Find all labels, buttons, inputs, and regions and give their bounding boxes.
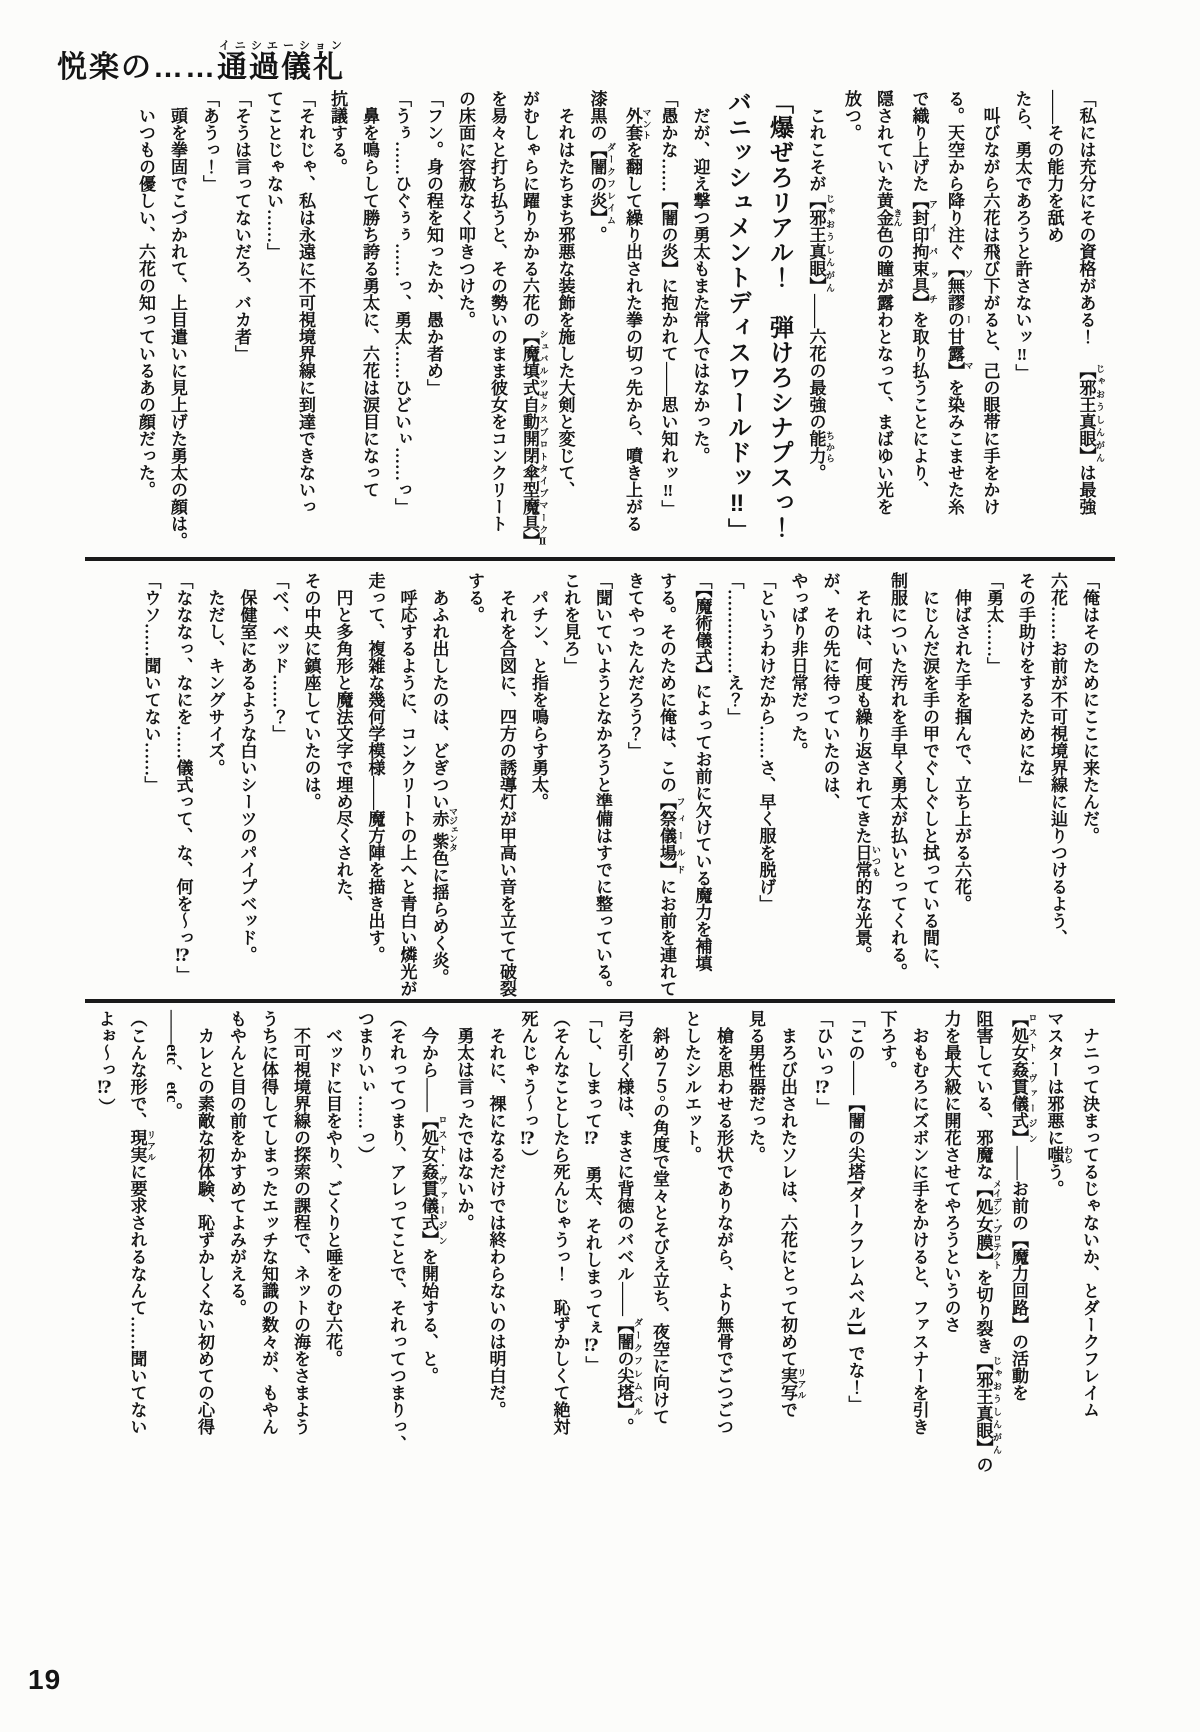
text-line: 「聞いていようとなかろうと準備はすでに整っている。 xyxy=(593,572,612,997)
text-line: ――etc、etc。 xyxy=(163,1010,182,1120)
text-line: 下ろす。 xyxy=(877,1010,897,1078)
text-line: 「し、しまって⁉ 勇太、それしまってぇ⁉」 xyxy=(582,1010,602,1373)
text-line: 斜め７５°の角度で堂々とそびえ立ち、夜空に向けて xyxy=(650,1010,669,1425)
ruby-annotated-term: 【祭儀場】 フィールド xyxy=(657,793,686,878)
text-line: よぉ〜っ⁉） xyxy=(95,1010,115,1115)
text-line: 「というわけだから……さ、早く服を脱げ」 xyxy=(756,572,776,912)
text-line: やっぱり非日常だった。 xyxy=(788,572,808,759)
text-line: うちに体得してしまったエッチな知識の数々が、もやん xyxy=(259,1010,278,1435)
text-line: マスターは邪悪に嗤 わらう。 xyxy=(1044,1010,1073,1197)
text-line: きてやったんだろう？」 xyxy=(625,572,644,759)
text-line: 「……………え？」 xyxy=(724,572,744,725)
title-text: 悦楽の…… xyxy=(57,51,217,85)
text-line: カレとの素敵な初体験、恥ずかしくない初めての心得 xyxy=(195,1010,214,1435)
text-line: 「勇太……」 xyxy=(984,572,1003,674)
text-line: 死んじゃう〜っ⁉） xyxy=(518,1010,538,1166)
text-section-top xyxy=(129,90,1105,552)
text-line: 呼応するように、コンクリートの上へと青白い燐光が xyxy=(397,572,417,997)
text-line: バニッシュメントディスワールドッ‼」 xyxy=(723,90,751,543)
text-line: 槍を思わせる形状でありながら、より無骨でごつごつ xyxy=(714,1010,733,1435)
text-line: 【処女姦貫儀式】 ロスト・ヴァージン――お前の【魔力回路】の活動を xyxy=(1009,1010,1038,1401)
text-line: ナニって決まってるじゃないか、とダークフレイム xyxy=(1080,1010,1099,1418)
text-line: 「うぅ……ひぐぅぅ……っ、勇太……ひどいぃ……っ」 xyxy=(392,90,411,515)
ruby-annotated-term: 【魔填式自動開閉傘型魔具】 シュバルツゼクスプロトタイプマークⅡ xyxy=(520,328,549,549)
text-line: 見る男性器だった。 xyxy=(746,1010,765,1163)
text-line: それは、何度も繰り返されてきた日常 いつも的な光景。 xyxy=(852,572,881,963)
text-line: てことじゃない……」 xyxy=(264,90,283,260)
text-section-middle xyxy=(135,572,1106,998)
ruby-annotated-term: 嗤 わら xyxy=(1044,1145,1073,1164)
text-line: 「ウソ……聞いてない……」 xyxy=(141,572,161,793)
text-line: まろび出されたソレは、六花にとって初めて実写 リアルで xyxy=(778,1010,807,1418)
text-line: 「あうっ！」 xyxy=(200,90,219,192)
text-line: としたシルエット。 xyxy=(682,1010,701,1163)
text-line: それはたちまち邪悪な装飾を施した大剣と変じて、 xyxy=(555,90,575,498)
text-line: 円と多角形と魔法文字で埋め尽くされた、 xyxy=(333,572,353,912)
text-line: 弓を引く様は、まさに背徳のバベル――【闇の尖塔】 ダークフレムベル。 xyxy=(614,1010,643,1435)
text-line: にじんだ涙を手の甲でぐしぐしと拭っている間に、 xyxy=(920,572,939,980)
ruby-annotated-term: 【処女膜】 メイデン・プロテクト xyxy=(973,1179,1002,1270)
title-ruby-base: 通過儀礼 xyxy=(217,51,345,85)
text-line: 阻害している、邪魔な【処女膜】 メイデン・プロテクトを切り裂き【邪王真眼】 じゃおうしんがんの xyxy=(973,1010,1002,1473)
text-line: 六花……お前が不可視境界線に辿りつけるよう、 xyxy=(1048,572,1067,946)
ruby-annotated-term: 赤紫 マジェンタ xyxy=(429,807,458,853)
section-divider xyxy=(85,999,1115,1003)
text-line: 「なななっ、なにを……儀式って、な、何を〜っ⁉」 xyxy=(173,572,193,983)
text-line: たら、勇太であろうと許さないッ‼」 xyxy=(1012,90,1032,381)
ruby-annotated-term: 能力 ちから xyxy=(806,430,835,464)
text-line: 「そうは言ってないだろ、バカ者」 xyxy=(232,90,251,362)
ruby-annotated-term: 【邪王真眼】 じゃおうしんがん xyxy=(806,192,835,294)
text-line: その手助けをするためにな」 xyxy=(1016,572,1035,793)
text-line: の床面に容赦なく叩きつけた。 xyxy=(456,90,475,328)
ruby-annotated-term: 【闇の炎】 ダークフレイム xyxy=(587,141,616,226)
ruby-annotated-term: 日常 いつも xyxy=(852,844,881,878)
text-section-bottom xyxy=(89,1010,1106,1496)
text-line: がむしゃらに躍りかかる六花の【魔填式自動開閉傘型魔具】 シュバルツゼクスプロトタイプマークⅡ xyxy=(520,90,549,549)
text-line: いつもの優しい、六花の知っているあの顔だった。 xyxy=(136,90,155,498)
ruby-annotated-term: 【闇の尖塔】 ダークフレムベル xyxy=(614,1316,643,1418)
ruby-annotated-term: 【無謬の甘露】 ソーマ xyxy=(945,260,974,379)
text-line: 伸ばされた手を掴んで、立ち上がる六花。 xyxy=(952,572,971,912)
text-line: 漆黒の【闇の炎】 ダークフレイム。 xyxy=(587,90,616,243)
text-line: それに、裸になるだけでは終わらないのは明白だ。 xyxy=(486,1010,506,1418)
text-line: 保健室にあるような白いシーツのパイプベッド。 xyxy=(237,572,257,963)
text-line: を易々と打ち払うと、その勢いのまま彼女をコンクリート xyxy=(488,90,507,532)
text-line: その中央に鎮座していたのは。 xyxy=(301,572,321,810)
text-line: 頭を拳固でこづかれて、上目遣いに見上げた勇太の顔は。 xyxy=(168,90,187,549)
ruby-annotated-term: 【封印拘束具】 アイパッチ xyxy=(909,192,938,311)
title-ruby-reading: イニシエーション xyxy=(217,40,345,53)
text-line: る。天空から降り注ぐ【無謬の甘露】 ソーマを染みこませた糸 xyxy=(945,90,974,515)
text-line: （それってつまり、アレってことで、それってつまりっ、 xyxy=(387,1010,406,1452)
ruby-annotated-term: 【処女姦貫儀式】 ロスト・ヴァージン xyxy=(419,1112,448,1248)
text-line: おもむろにズボンに手をかけると、ファスナーを引き xyxy=(909,1010,929,1435)
text-line: ――その能力を舐め xyxy=(1044,90,1064,243)
text-line: 走って、複雑な幾何学模様――魔方陣を描き出す。 xyxy=(365,572,385,963)
text-line: 外套 マントを翻して繰り出された拳の切っ先から、噴き上がる xyxy=(623,107,652,532)
page-title xyxy=(57,40,345,86)
text-line: 「ひいっ⁉」 xyxy=(813,1010,833,1115)
text-line: 「【魔術儀式】によってお前に欠けている魔力を補填 xyxy=(692,572,712,972)
text-line: 今から――【処女姦貫儀式】 ロスト・ヴァージンを開始する、と。 xyxy=(419,1010,448,1384)
text-line: （こんな形で、現実 リアルに要求されるなんて……聞いてない xyxy=(127,1010,156,1435)
text-line: 「愚かな……【闇の炎】に抱かれて――思い知れッ‼」 xyxy=(658,90,678,517)
text-line: パチン、と指を鳴らす勇太。 xyxy=(529,572,548,810)
ruby-annotated-term: 現実 リアル xyxy=(127,1129,156,1163)
text-line: する。 xyxy=(465,572,484,623)
ruby-annotated-term: 金 きん xyxy=(874,208,903,227)
section-divider xyxy=(85,557,1115,561)
text-line: 制服についた汚れを手早く勇太が払いとってくれる。 xyxy=(888,572,907,980)
text-line: つまりいぃ……っ） xyxy=(355,1010,374,1163)
text-line: で織り上げた【封印拘束具】 アイパッチを取り払うことにより、 xyxy=(909,90,938,498)
text-line: 抗議する。 xyxy=(328,90,347,175)
text-line: 鼻を鳴らして勝ち誇る勇太に、六花は涙目になって xyxy=(360,90,379,498)
text-line: ただし、キングサイズ。 xyxy=(205,572,225,776)
text-line: 力を最大級に開花させてやろうというのさ xyxy=(941,1010,961,1333)
ruby-annotated-term: 外套 マント xyxy=(623,107,652,141)
text-line: 「フン。身の程を知ったか、愚か者め」 xyxy=(424,90,443,396)
text-line: 勇太は言ったではないか。 xyxy=(454,1010,474,1231)
text-line: 不可視境界線の探索の課程で、ネットの海をさまよう xyxy=(291,1010,310,1435)
text-line: それを合図に、四方の誘導灯が甲高い音を立てて破裂 xyxy=(497,572,516,997)
ruby-annotated-term: 【邪王真眼】 じゃおうしんがん xyxy=(1076,362,1105,464)
text-line: 「私には充分にその資格がある！ 【邪王真眼】 じゃおうしんがんは最強 xyxy=(1076,90,1105,515)
text-line: する。そのために俺は、この【祭儀場】 フィールドにお前を連れて xyxy=(657,572,686,997)
text-line: 「俺はそのためにここに来たんだ。 xyxy=(1080,572,1099,844)
text-line: 放つ。 xyxy=(842,90,861,141)
text-line: 叫びながら六花は飛び下がると、己の眼帯に手をかけ xyxy=(980,90,1000,515)
text-line: これを見ろ」 xyxy=(561,572,580,674)
text-line: あふれ出したのは、どぎつい赤紫 マジェンタ色に揺らめく炎。 xyxy=(429,572,458,986)
text-line: 隠されていた黄金 きん色の瞳が露わとなって、まばゆい光を xyxy=(874,90,903,515)
ruby-annotated-term: 【処女姦貫儀式】 ロスト・ヴァージン xyxy=(1009,1010,1038,1146)
text-line: もやんと目の前をかすめてよみがえる。 xyxy=(227,1010,246,1316)
text-line: 「爆ぜろリアル！ 弾けろシナプスっ！ xyxy=(765,90,793,540)
page-number: 19 xyxy=(28,1664,62,1695)
text-line: だが、迎え撃つ勇太もまた常人ではなかった。 xyxy=(690,90,710,464)
text-line: ベッドに目をやり、ごくりと唾をのむ六花。 xyxy=(323,1010,342,1367)
title-ruby-word xyxy=(217,40,345,85)
text-line: これこそが【邪王真眼】 じゃおうしんがん――六花の最強の能力 ちから。 xyxy=(806,90,835,481)
text-line: 「この――【闇の尖塔[ダークフレムベル]】でな！」 xyxy=(845,1010,865,1413)
text-line: が、その先に待っていたのは、 xyxy=(820,572,840,810)
ruby-annotated-term: 実写 リアル xyxy=(778,1367,807,1401)
ruby-annotated-term: 【邪王真眼】 じゃおうしんがん xyxy=(973,1354,1002,1456)
text-line: （そんなことしたら死んじゃうっ！ 恥ずかしくて絶対 xyxy=(550,1010,570,1435)
text-line: 「べ、ベッド……？」 xyxy=(269,572,289,742)
text-line: 「それじゃ、私は永遠に不可視境界線に到達できないっ xyxy=(296,90,315,515)
